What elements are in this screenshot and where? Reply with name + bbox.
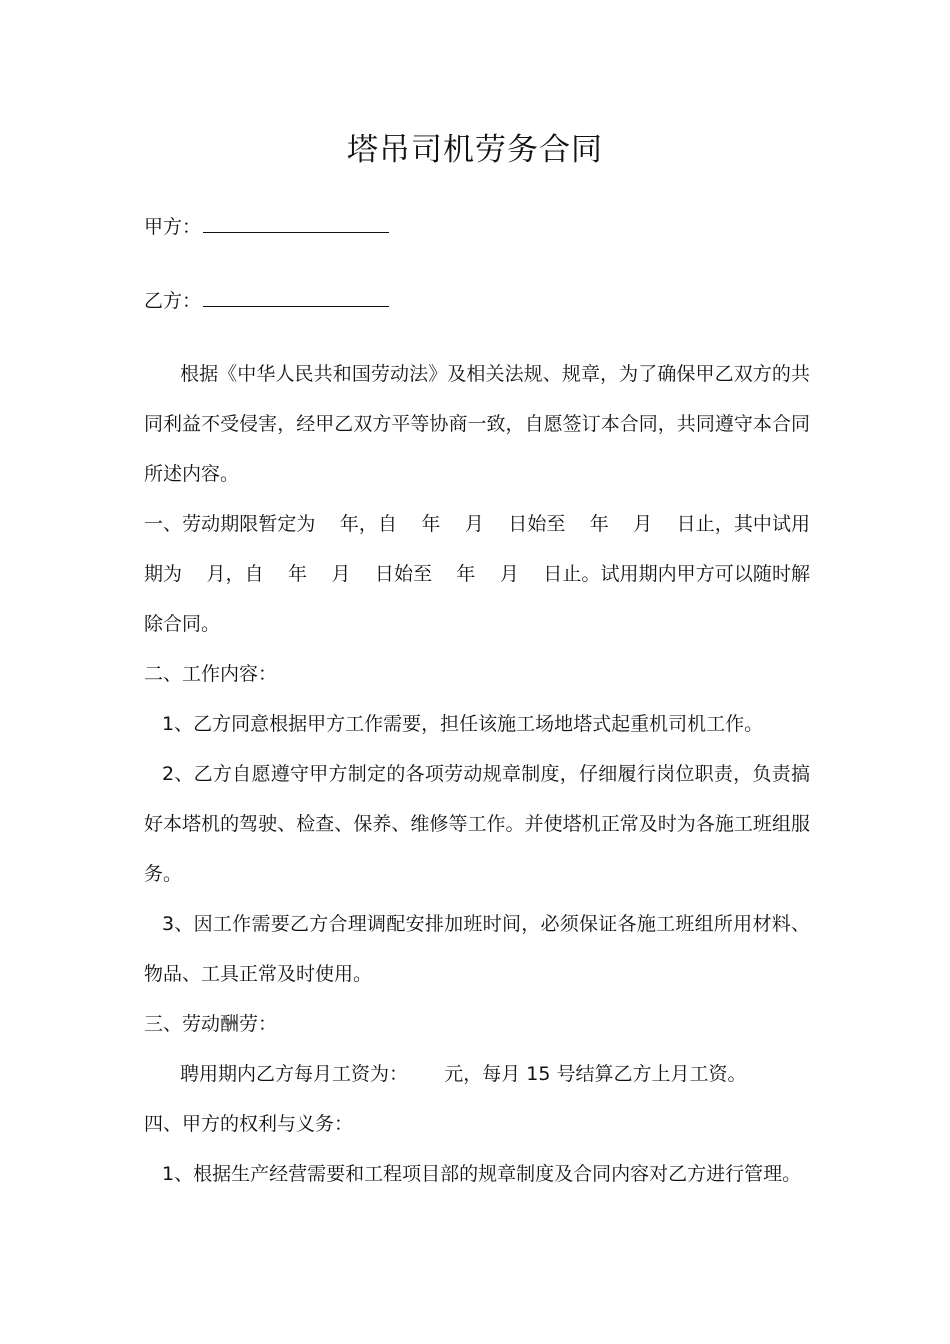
section-heading-remuneration: 三、劳动酬劳： (144, 1013, 278, 1035)
party-a-row (144, 210, 389, 240)
party-b-label: 乙方： (144, 290, 202, 312)
preamble-paragraph: 根据《中华人民共和国劳动法》及相关法规、规章，为了确保甲乙双方的共同利益不受侵害，经甲乙双方平等协商一致，自愿签订本合同，共同遵守本合同所述内容。 (144, 363, 810, 485)
party-b-row (144, 284, 389, 314)
document-title: 塔吊司机劳务合同 (347, 132, 603, 168)
party-a-rights-item-1: 1、根据生产经营需要和工程项目部的规章制度及合同内容对乙方进行管理。 (162, 1163, 802, 1185)
section-heading-party-a-rights: 四、甲方的权利与义务： (144, 1113, 354, 1135)
work-item-3: 3、因工作需要乙方合理调配安排加班时间，必须保证各施工班组所用材料、物品、工具正常及时使用。 (144, 913, 810, 985)
party-a-label: 甲方： (144, 216, 202, 238)
work-item-2: 2、乙方自愿遵守甲方制定的各项劳动规章制度，仔细履行岗位职责，负责搞好本塔机的驾驶、检查、保养、维修等工作。并使塔机正常及时为各施工班组服务。 (144, 763, 810, 885)
work-item-1: 1、乙方同意根据甲方工作需要，担任该施工场地塔式起重机司机工作。 (162, 713, 764, 735)
clause-labor-term: 一、劳动期限暂定为 年，自 年 月 日始至 年 月 日止，其中试用期为 月，自 年 月 日始至 年 月 日止。试用期内甲方可以随时解除合同。 (144, 513, 810, 635)
party-b-blank-line (203, 284, 389, 307)
party-a-blank-line (203, 210, 389, 233)
section-heading-work-content: 二、工作内容： (144, 663, 278, 685)
contract-body (144, 349, 810, 1199)
remuneration-text: 聘用期内乙方每月工资为： 元，每月 15 号结算乙方上月工资。 (180, 1063, 747, 1085)
